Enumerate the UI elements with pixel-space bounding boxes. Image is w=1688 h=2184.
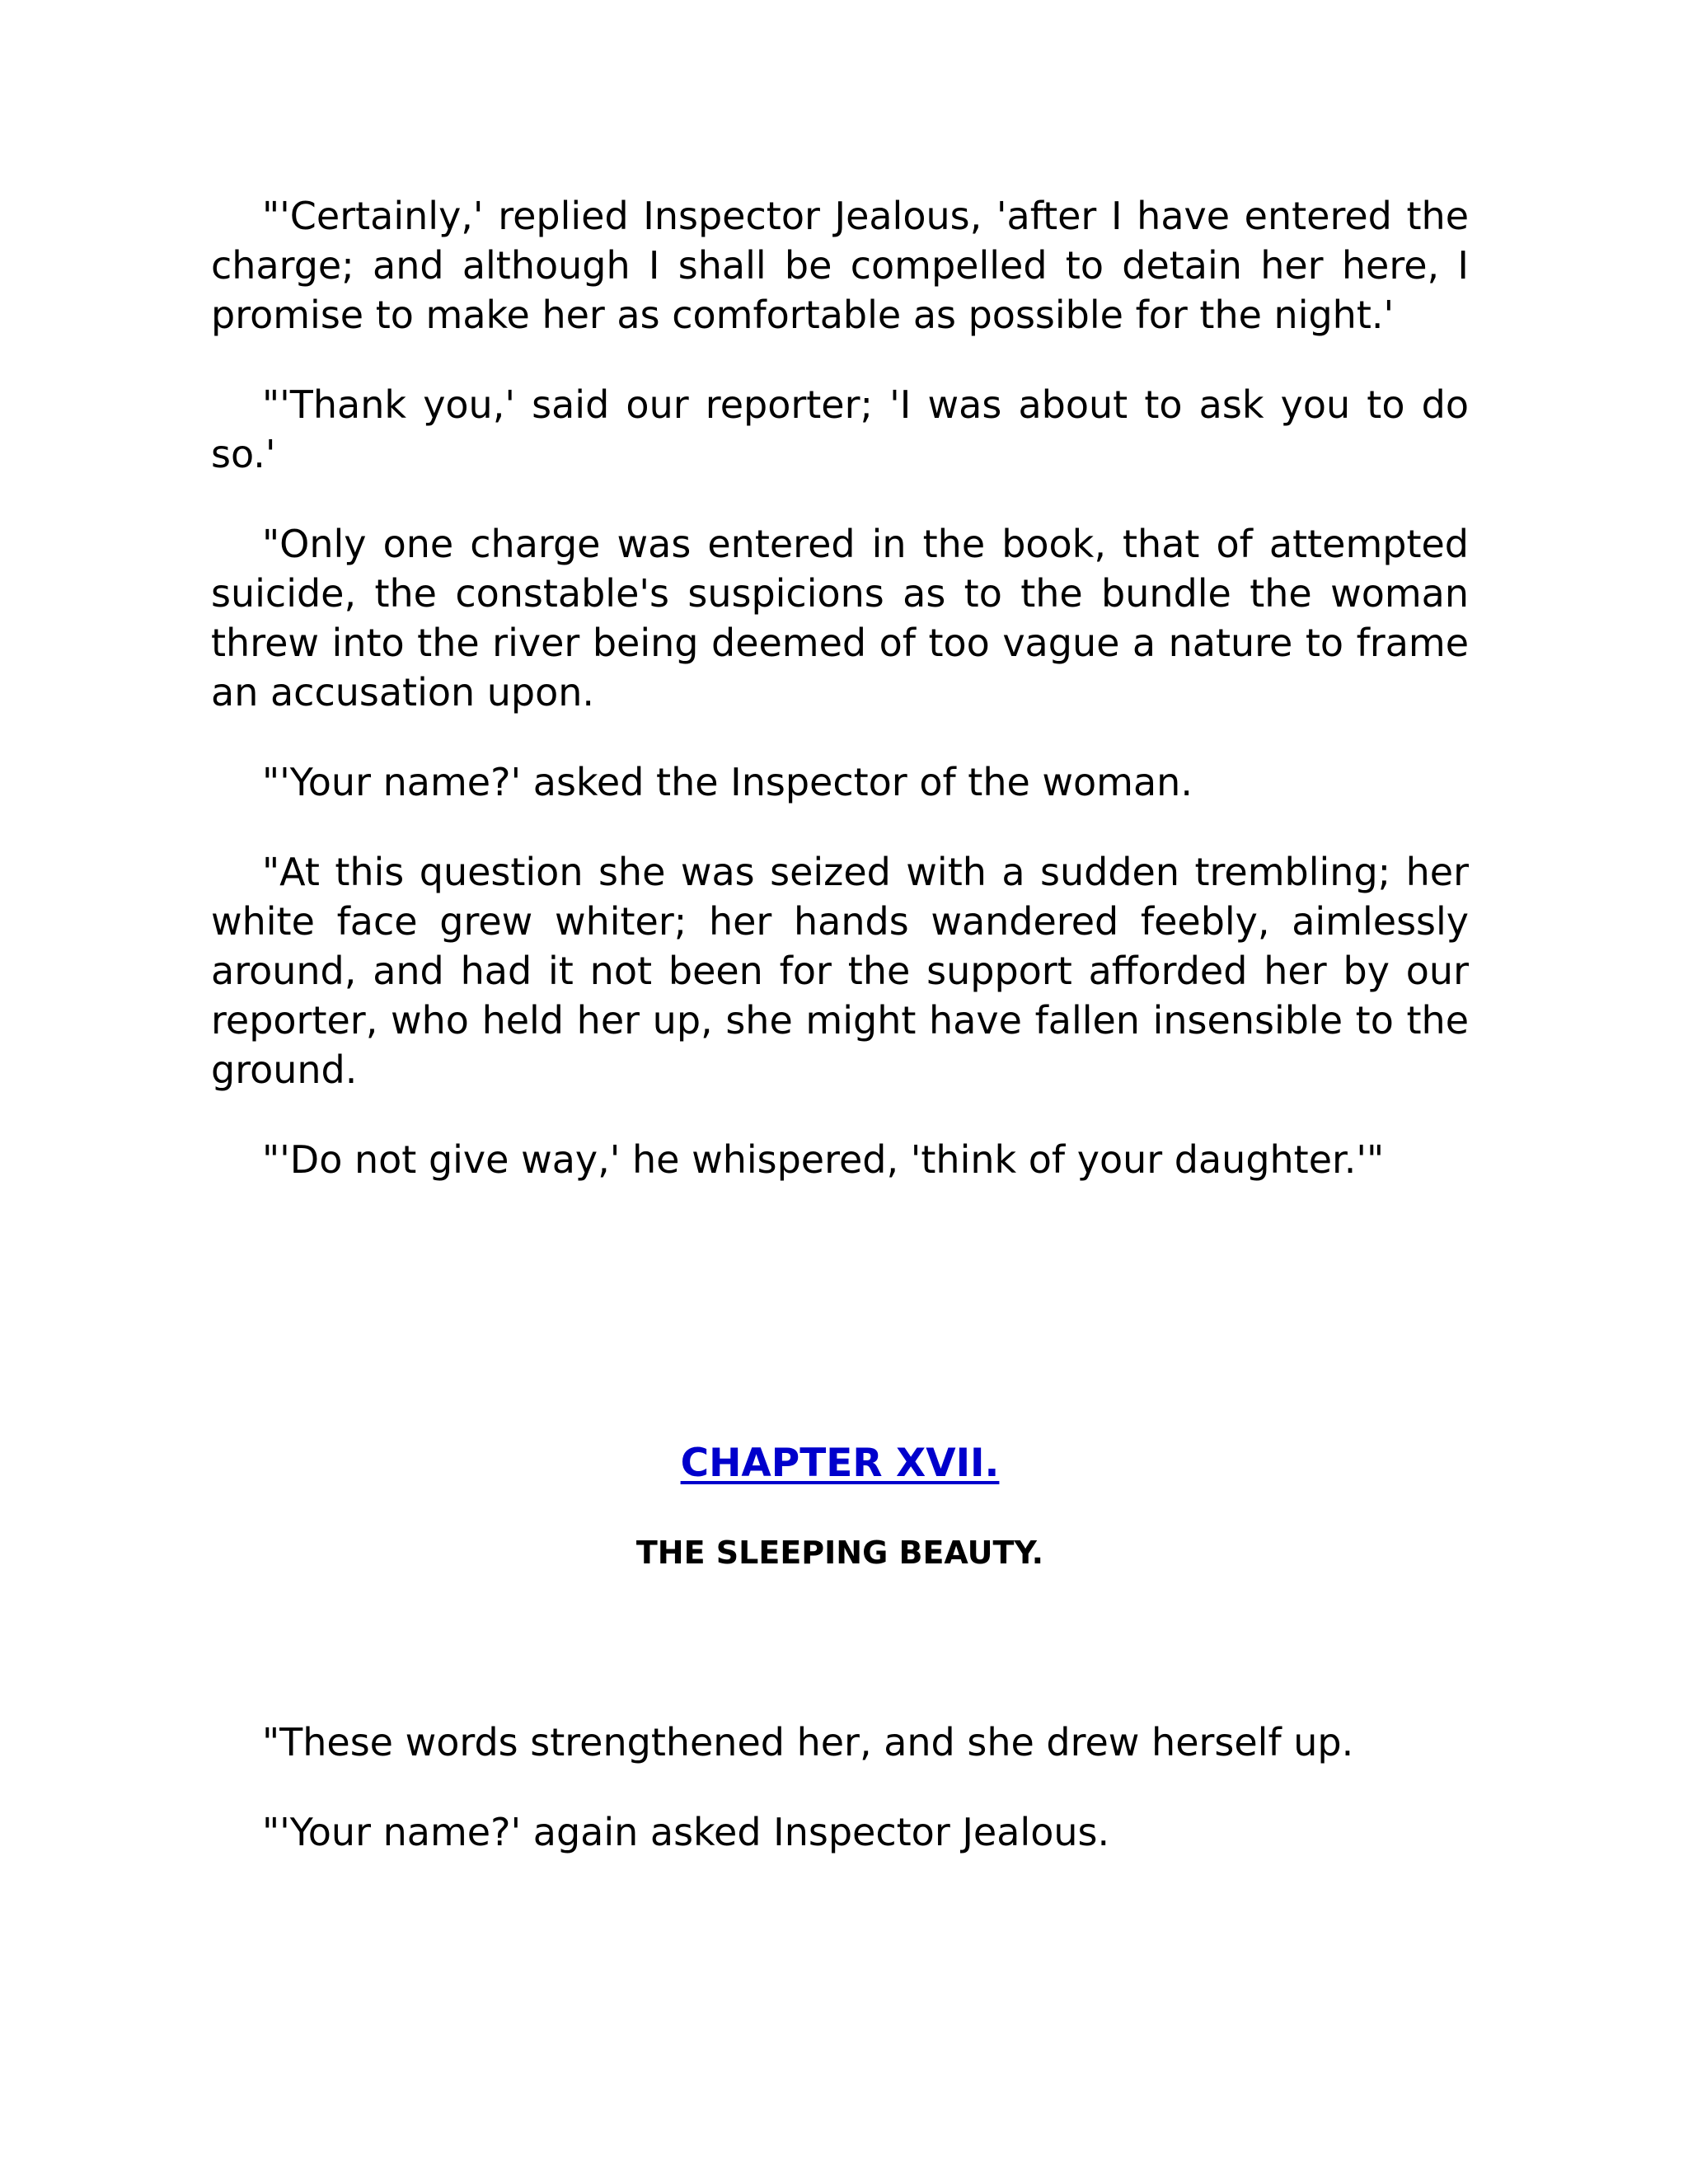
chapter-subtitle: THE SLEEPING BEAUTY. <box>635 1535 1044 1571</box>
paragraph: "'Certainly,' replied Inspector Jealous, 'after I have entered the charge; and although I shall be compelled to detain her here, I promise to make her as comfortable as possible for the night.' <box>211 194 1469 337</box>
paragraph: "These words strengthened her, and she drew herself up. <box>262 1720 1354 1765</box>
paragraph: "'Your name?' again asked Inspector Jealous. <box>262 1810 1110 1854</box>
paragraph: "Only one charge was entered in the book, that of attempted suicide, the constable's suspicions as to the bundle the woman threw into the river being deemed of too vague a nature to frame an accusation upon. <box>211 522 1469 715</box>
document-page <box>211 191 1469 1897</box>
chapter-title-link[interactable]: CHAPTER XVII. <box>680 1441 1000 1486</box>
paragraph: "'Your name?' asked the Inspector of the woman. <box>262 760 1193 804</box>
paragraph: "'Thank you,' said our reporter; 'I was about to ask you to do so.' <box>211 382 1469 476</box>
chapter-heading <box>211 1438 1469 1577</box>
paragraph: "'Do not give way,' he whispered, 'think of your daughter.'" <box>262 1137 1385 1182</box>
paragraph: "At this question she was seized with a sudden trembling; her white face grew whiter; her hands wandered feebly, aimlessly around, and had it not been for the support afforded her by our reporter, who held her up, she might have fallen insensible to the ground. <box>211 850 1469 1092</box>
